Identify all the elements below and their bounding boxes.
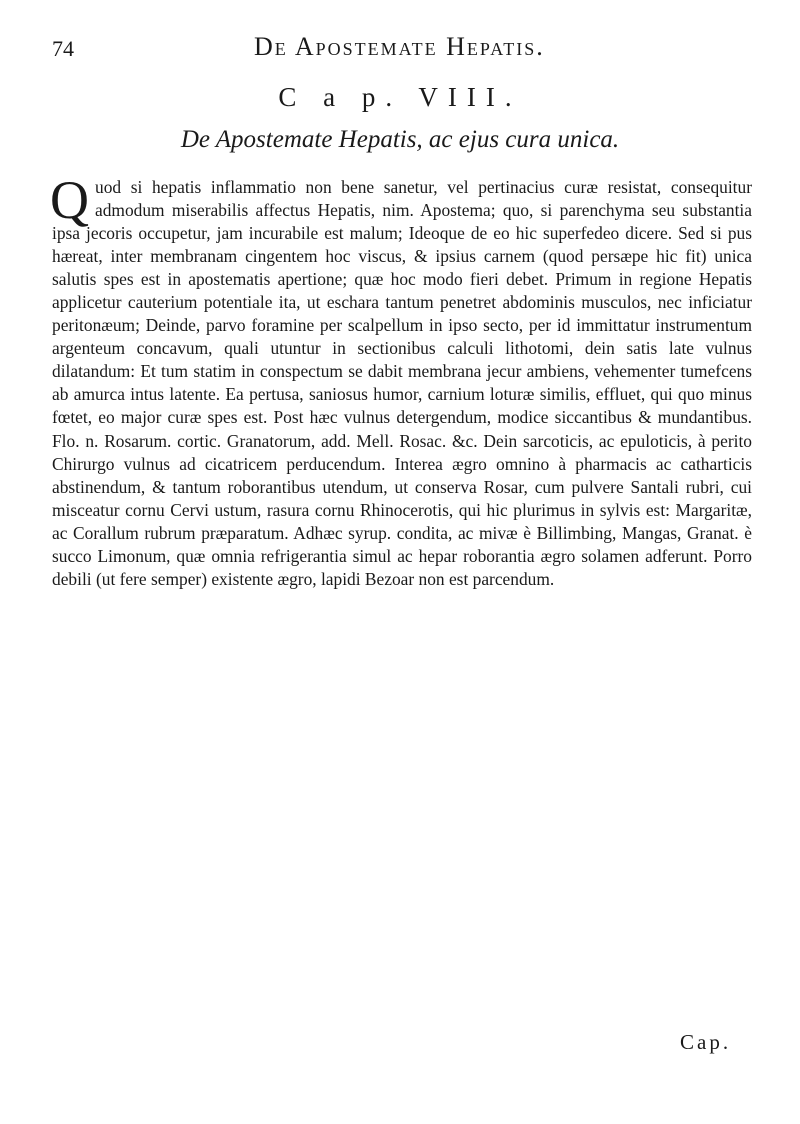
running-title: De Apostemate Hepatis. <box>254 32 545 61</box>
chapter-heading: C a p. VIII. <box>278 82 522 112</box>
body-text <box>50 170 752 591</box>
body-paragraph: uod si hepatis inflammatio non bene sanetur, vel pertinacius curæ resistat, consequitur admodum miserabilis affectus Hepatis, nim. Apostema; quo, si parenchyma seu substantia ipsa jecoris occupetur, jam incurabile est malum; Ideoque de eo hic superfedeo dicere. Sed si pus hæreat, inter membranam cingentem hoc viscus, & ipsius carnem (quod persæpe hic fit) unica salutis spes est in apostematis apertione; quæ hoc modo fieri debet. Primum in regione Hepatis applicetur cauterium potentiale ita, ut eschara tantum penetret abdominis musculos, nec inficiatur peritonæum; Deinde, parvo foramine per scalpellum in ipso secto, per id immittatur instrumentum argenteum concavum, quali utuntur in sectionibus calculi lithotomi, dein satis late vulnus dilatandum: Et tum statim in conspectum se dabit membrana jecur ambiens, vehementer tumefcens ab amurca intus latente. Ea pertusa, saniosus humor, carnium loturæ similis, effluet, qui quo minus fœtet, eo major curæ spes est. Post hæc vulnus detergendum, modice siccantibus & mundantibus. Flo. n. Rosarum. cortic. Granatorum, add. Mell. Rosac. &c. Dein sarcoticis, ac epuloticis, à perito Chirurgo vulnus ad cicatricem perducendum. Interea ægro omnino à pharmacis ac catharticis abstinendum, & tantum roborantibus utendum, ut conserva Rosar, cum pulvere Santali rubri, cui misceatur cornu Cervi ustum, rasura cornu Rhinocerotis, qui hic plurimus in sylvis est: Margaritæ, ac Corallum rubrum præparatum. Adhæc syrup. condita, ac mivæ è Billimbing, Mangas, Granat. è succo Limonum, quæ omnia refrigerantia simul ac hepar roborantia ægro solamen adferunt. Porro debili (ut fere semper) existente ægro, lapidi Bezoar non est parcendum. <box>52 177 752 589</box>
drop-cap: Q <box>50 170 89 230</box>
page-number: 74 <box>52 36 74 61</box>
running-head <box>52 30 752 70</box>
chapter-title: De Apostemate Hepatis, ac ejus cura unica. <box>180 126 620 153</box>
catchword: Cap. <box>680 1030 732 1054</box>
